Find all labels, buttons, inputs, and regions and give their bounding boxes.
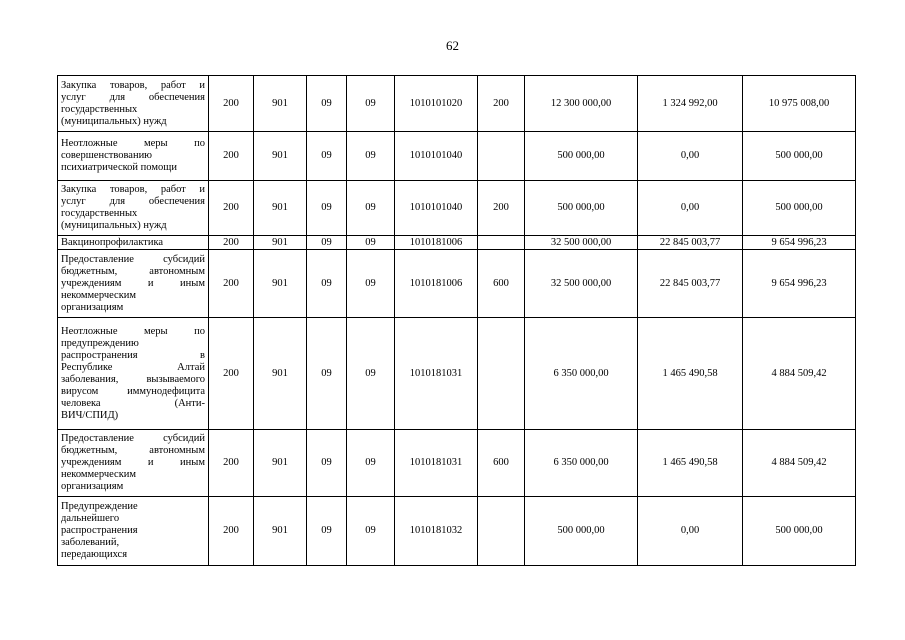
table-row <box>58 236 856 250</box>
executed-cell: 0,00 <box>638 132 743 181</box>
expense-type-cell <box>478 497 525 566</box>
expense-name-line: психиатрической помощи <box>61 162 177 173</box>
section-cell: 200 <box>209 236 254 250</box>
target-article-cell: 1010181031 <box>395 318 478 430</box>
expense-name-line: заболеваний, <box>61 537 120 548</box>
planned-cell: 6 350 000,00 <box>525 430 638 497</box>
expense-name-line: распространения в <box>61 349 205 361</box>
target-article-cell: 1010101040 <box>395 132 478 181</box>
table-row <box>58 430 856 497</box>
planned-cell: 12 300 000,00 <box>525 76 638 132</box>
subsection-cell: 09 <box>347 76 395 132</box>
expense-name-cell <box>58 236 209 250</box>
ministry-cell: 901 <box>254 250 307 318</box>
chapter-cell: 09 <box>307 76 347 132</box>
subsection-cell: 09 <box>347 132 395 181</box>
executed-cell: 22 845 003,77 <box>638 250 743 318</box>
remaining-cell: 500 000,00 <box>743 132 856 181</box>
expense-name-line: Предупреждение <box>61 501 138 512</box>
section-cell: 200 <box>209 132 254 181</box>
ministry-cell: 901 <box>254 497 307 566</box>
chapter-cell: 09 <box>307 132 347 181</box>
subsection-cell: 09 <box>347 430 395 497</box>
expense-type-cell: 200 <box>478 76 525 132</box>
expense-name-line: организациям <box>61 481 124 492</box>
remaining-cell: 500 000,00 <box>743 181 856 236</box>
table-row <box>58 497 856 566</box>
target-article-cell: 1010181032 <box>395 497 478 566</box>
expense-type-cell <box>478 318 525 430</box>
expense-name-line: некоммерческим <box>61 469 137 480</box>
expense-name-cell <box>58 181 209 236</box>
expense-name-line: совершенствованию <box>61 150 153 161</box>
expense-name-line: дальнейшего <box>61 513 120 524</box>
executed-cell: 0,00 <box>638 181 743 236</box>
expense-name-line: некоммерческим <box>61 289 137 301</box>
executed-cell: 0,00 <box>638 497 743 566</box>
subsection-cell: 09 <box>347 236 395 250</box>
expense-name-line: Предоставление субсидий <box>61 253 205 265</box>
subsection-cell: 09 <box>347 181 395 236</box>
expense-name-line: бюджетным, автономным <box>61 445 205 456</box>
remaining-cell: 4 884 509,42 <box>743 318 856 430</box>
expense-name-line: Неотложные меры по <box>61 325 205 337</box>
ministry-cell: 901 <box>254 430 307 497</box>
table-row <box>58 76 856 132</box>
expense-name-line: предупреждению <box>61 337 139 349</box>
expense-name-line: организациям <box>61 301 124 313</box>
expense-name-cell <box>58 132 209 181</box>
section-cell: 200 <box>209 76 254 132</box>
table-row <box>58 181 856 236</box>
expense-type-cell <box>478 236 525 250</box>
expense-name-cell <box>58 318 209 430</box>
remaining-cell: 4 884 509,42 <box>743 430 856 497</box>
ministry-cell: 901 <box>254 132 307 181</box>
ministry-cell: 901 <box>254 318 307 430</box>
expense-type-cell: 600 <box>478 250 525 318</box>
expense-name-line: Закупка товаров, работ и <box>61 79 205 91</box>
expense-type-cell <box>478 132 525 181</box>
subsection-cell: 09 <box>347 250 395 318</box>
expense-name-line: бюджетным, автономным <box>61 265 205 277</box>
ministry-cell: 901 <box>254 181 307 236</box>
expense-name-line: (муниципальных) нужд <box>61 220 167 231</box>
planned-cell: 6 350 000,00 <box>525 318 638 430</box>
expense-name-line: передающихся <box>61 549 128 560</box>
executed-cell: 1 465 490,58 <box>638 318 743 430</box>
remaining-cell: 9 654 996,23 <box>743 236 856 250</box>
remaining-cell: 9 654 996,23 <box>743 250 856 318</box>
target-article-cell: 1010101040 <box>395 181 478 236</box>
expense-name-line: человека (Анти- <box>61 397 205 409</box>
subsection-cell: 09 <box>347 318 395 430</box>
target-article-cell: 1010181006 <box>395 250 478 318</box>
expense-name-line: государственных <box>61 103 138 115</box>
section-cell: 200 <box>209 250 254 318</box>
target-article-cell: 1010181031 <box>395 430 478 497</box>
expense-name-line: Закупка товаров, работ и <box>61 184 205 195</box>
section-cell: 200 <box>209 318 254 430</box>
executed-cell: 1 465 490,58 <box>638 430 743 497</box>
target-article-cell: 1010181006 <box>395 236 478 250</box>
expense-name-cell <box>58 250 209 318</box>
planned-cell: 500 000,00 <box>525 132 638 181</box>
section-cell: 200 <box>209 497 254 566</box>
ministry-cell: 901 <box>254 76 307 132</box>
executed-cell: 1 324 992,00 <box>638 76 743 132</box>
expense-name-cell <box>58 497 209 566</box>
chapter-cell: 09 <box>307 318 347 430</box>
planned-cell: 500 000,00 <box>525 181 638 236</box>
expense-name-line: Предоставление субсидий <box>61 433 205 444</box>
expense-name-line: услуг для обеспечения <box>61 91 205 103</box>
expense-name-line: государственных <box>61 208 138 219</box>
ministry-cell: 901 <box>254 236 307 250</box>
section-cell: 200 <box>209 181 254 236</box>
expense-name-line: учреждениям и иным <box>61 277 205 289</box>
table-row <box>58 132 856 181</box>
chapter-cell: 09 <box>307 181 347 236</box>
chapter-cell: 09 <box>307 430 347 497</box>
chapter-cell: 09 <box>307 250 347 318</box>
expense-name-line: Вакцинопрофилактика <box>61 236 164 248</box>
executed-cell: 22 845 003,77 <box>638 236 743 250</box>
chapter-cell: 09 <box>307 236 347 250</box>
planned-cell: 32 500 000,00 <box>525 236 638 250</box>
expense-name-line: Неотложные меры по <box>61 138 205 149</box>
remaining-cell: 500 000,00 <box>743 497 856 566</box>
table-row <box>58 250 856 318</box>
expense-name-line: (муниципальных) нужд <box>61 115 167 127</box>
expense-name-line: вирусом иммунодефицита <box>61 385 205 397</box>
remaining-cell: 10 975 008,00 <box>743 76 856 132</box>
chapter-cell: 09 <box>307 497 347 566</box>
expense-name-line: Республике Алтай <box>61 361 205 373</box>
planned-cell: 32 500 000,00 <box>525 250 638 318</box>
expense-name-line: учреждениям и иным <box>61 457 205 468</box>
expense-type-cell: 600 <box>478 430 525 497</box>
budget-table <box>57 75 856 566</box>
target-article-cell: 1010101020 <box>395 76 478 132</box>
expense-name-line: распространения <box>61 525 138 536</box>
page-number: 62 <box>446 38 459 53</box>
expense-name-line: ВИЧ/СПИД) <box>61 409 119 421</box>
subsection-cell: 09 <box>347 497 395 566</box>
planned-cell: 500 000,00 <box>525 497 638 566</box>
expense-type-cell: 200 <box>478 181 525 236</box>
expense-name-line: заболевания, вызываемого <box>61 373 205 385</box>
table-row <box>58 318 856 430</box>
expense-name-cell <box>58 76 209 132</box>
expense-name-cell <box>58 430 209 497</box>
section-cell: 200 <box>209 430 254 497</box>
expense-name-line: услуг для обеспечения <box>61 196 205 207</box>
